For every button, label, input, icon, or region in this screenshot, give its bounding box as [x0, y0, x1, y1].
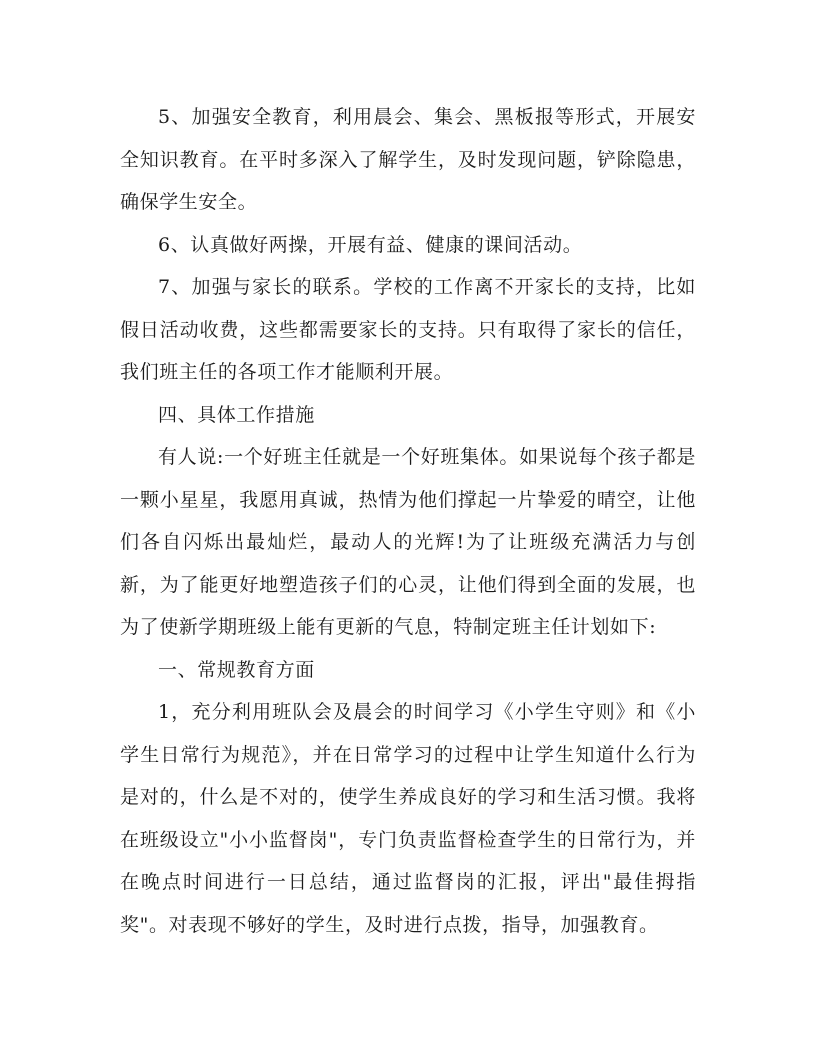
paragraph-safety-education: 5、加强安全教育，利用晨会、集会、黑板报等形式，开展安全知识教育。在平时多深入了解学生，及时发现问题，铲除隐患，确保学生安全。 — [120, 106, 696, 213]
section-heading-routine-education: 一、常规教育方面 — [158, 658, 315, 681]
paragraph-exercises: 6、认真做好两操，开展有益、健康的课间活动。 — [158, 233, 583, 256]
paragraph-parent-contact: 7、加强与家长的联系。学校的工作离不开家长的支持，比如假日活动收费，这些都需要家长的支持。只有取得了家长的信任，我们班主任的各项工作才能顺利开展。 — [120, 276, 696, 383]
paragraph-introduction: 有人说:一个好班主任就是一个好班集体。如果说每个孩子都是一颗小星星，我愿用真诚，热情为他们撑起一片挚爱的晴空，让他们各自闪烁出最灿烂，最动人的光辉!为了让班级充满活力与创新，为了能更好地塑造孩子们的心灵，让他们得到全面的发展，也为了使新学期班级上能有更新的气息，特制定班主任计划如下: — [120, 446, 696, 638]
paragraph-routine-item-1: 1，充分利用班队会及晨会的时间学习《小学生守则》和《小学生日常行为规范》，并在日常学习的过程中让学生知道什么行为是对的，什么是不对的，使学生养成良好的学习和生活习惯。我将在班级设立"小小监督岗"，专门负责监督检查学生的日常行为，并在晚点时间进行一日总结，通过监督岗的汇报，评出"最佳拇指奖"。对表现不够好的学生，及时进行点拨，指导，加强教育。 — [120, 701, 696, 936]
section-heading-measures: 四、具体工作措施 — [158, 403, 315, 426]
document-body — [120, 96, 696, 946]
